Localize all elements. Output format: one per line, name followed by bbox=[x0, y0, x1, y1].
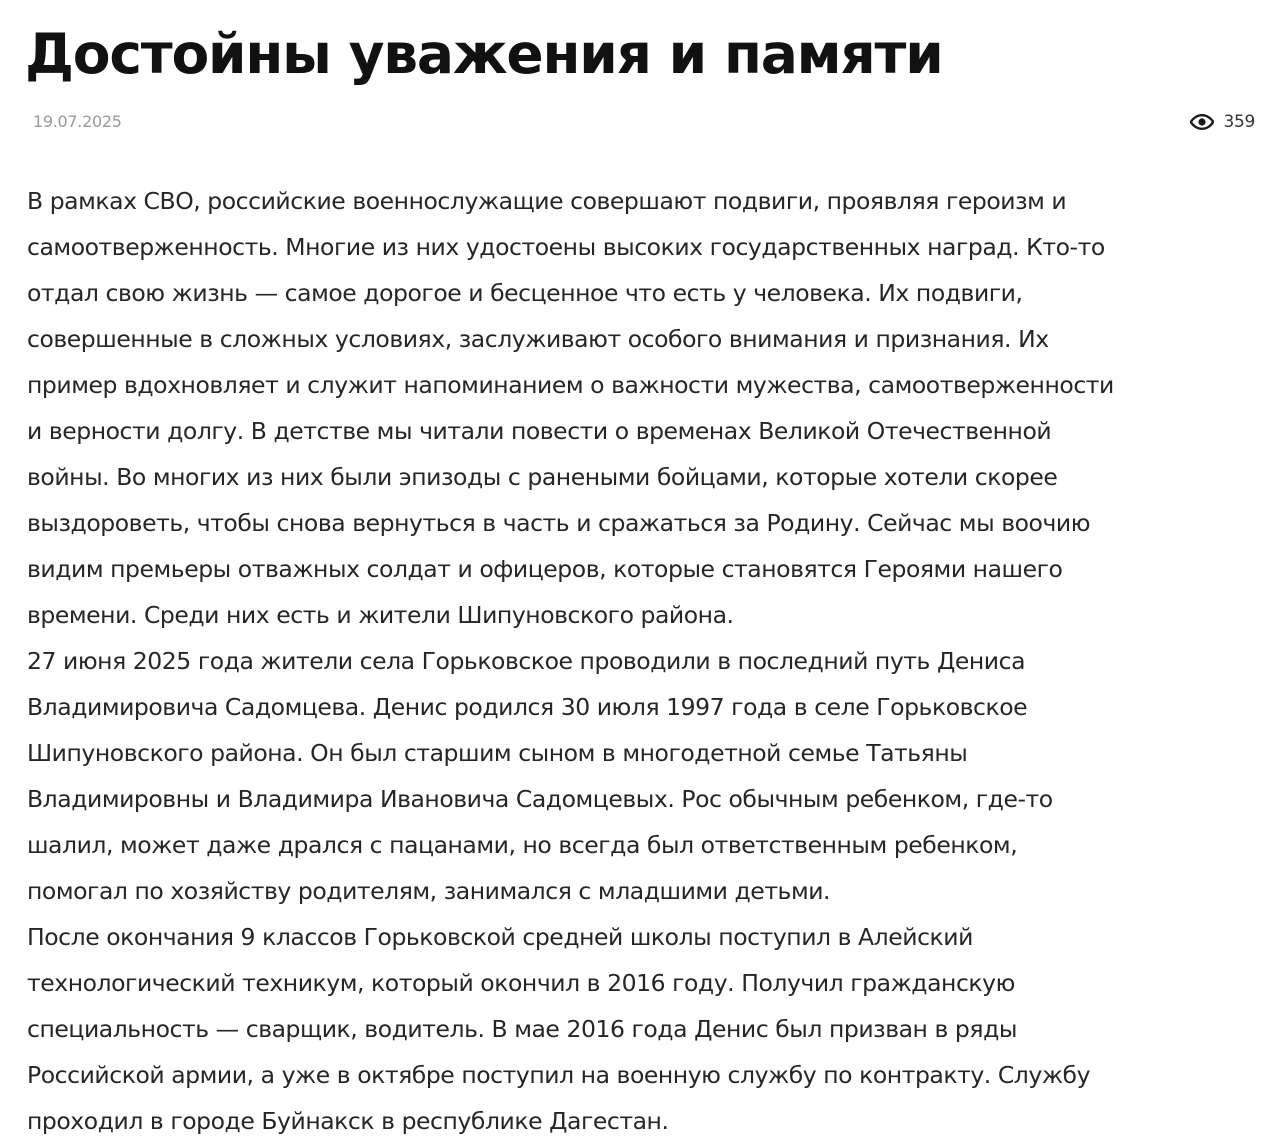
text-line: и верности долгу. В детстве мы читали повести о временах Великой Отечественной bbox=[27, 417, 1052, 445]
text-line: Российской армии, а уже в октябре поступил на военную службу по контракту. Службу bbox=[27, 1061, 1091, 1089]
text-line: самоотверженность. Многие из них удостоены высоких государственных наград. Кто-то bbox=[27, 233, 1105, 261]
paragraph bbox=[27, 914, 1262, 1144]
text-line: Владимировны и Владимира Ивановича Садомцевых. Рос обычным ребенком, где-то bbox=[27, 785, 1053, 813]
text-line: совершенные в сложных условиях, заслуживают особого внимания и признания. Их bbox=[27, 325, 1049, 353]
text-line: пример вдохновляет и служит напоминанием о важности мужества, самоотверженности bbox=[27, 371, 1114, 399]
paragraph bbox=[27, 178, 1262, 638]
text-line: Шипуновского района. Он был старшим сыном в многодетной семье Татьяны bbox=[27, 739, 968, 767]
text-line: видим премьеры отважных солдат и офицеров, которые становятся Героями нашего bbox=[27, 555, 1063, 583]
text-line: выздороветь, чтобы снова вернуться в часть и сражаться за Родину. Сейчас мы воочию bbox=[27, 509, 1091, 537]
text-line: В рамках СВО, российские военнослужащие совершают подвиги, проявляя героизм и bbox=[27, 187, 1067, 215]
view-counter bbox=[1190, 110, 1255, 134]
text-line: После окончания 9 классов Горьковской средней школы поступил в Алейский bbox=[27, 923, 973, 951]
text-line: шалил, может даже дрался с пацанами, но всегда был ответственным ребенком, bbox=[27, 831, 1018, 859]
text-line: 27 июня 2025 года жители села Горьковское проводили в последний путь Дениса bbox=[27, 647, 1026, 675]
text-line: войны. Во многих из них были эпизоды с ранеными бойцами, которые хотели скорее bbox=[27, 463, 1058, 491]
eye-icon bbox=[1190, 114, 1214, 130]
view-count: 359 bbox=[1223, 112, 1255, 132]
paragraph bbox=[27, 638, 1262, 914]
text-line: времени. Среди них есть и жители Шипуновского района. bbox=[27, 601, 734, 629]
text-line: специальность — сварщик, водитель. В мае 2016 года Денис был призван в ряды bbox=[27, 1015, 1017, 1043]
text-line: технологический техникум, который окончил в 2016 году. Получил гражданскую bbox=[27, 969, 1015, 997]
article-title: Достойны уважения и памяти bbox=[25, 22, 943, 86]
text-line: отдал свою жизнь — самое дорогое и бесценное что есть у человека. Их подвиги, bbox=[27, 279, 1023, 307]
publish-date: 19.07.2025 bbox=[33, 112, 122, 131]
article-body bbox=[27, 178, 1262, 1144]
text-line: проходил в городе Буйнакск в республике Дагестан. bbox=[27, 1107, 669, 1135]
text-line: помогал по хозяйству родителям, занимался с младшими детьми. bbox=[27, 877, 831, 905]
text-line: Владимировича Садомцева. Денис родился 30 июля 1997 года в селе Горьковское bbox=[27, 693, 1028, 721]
